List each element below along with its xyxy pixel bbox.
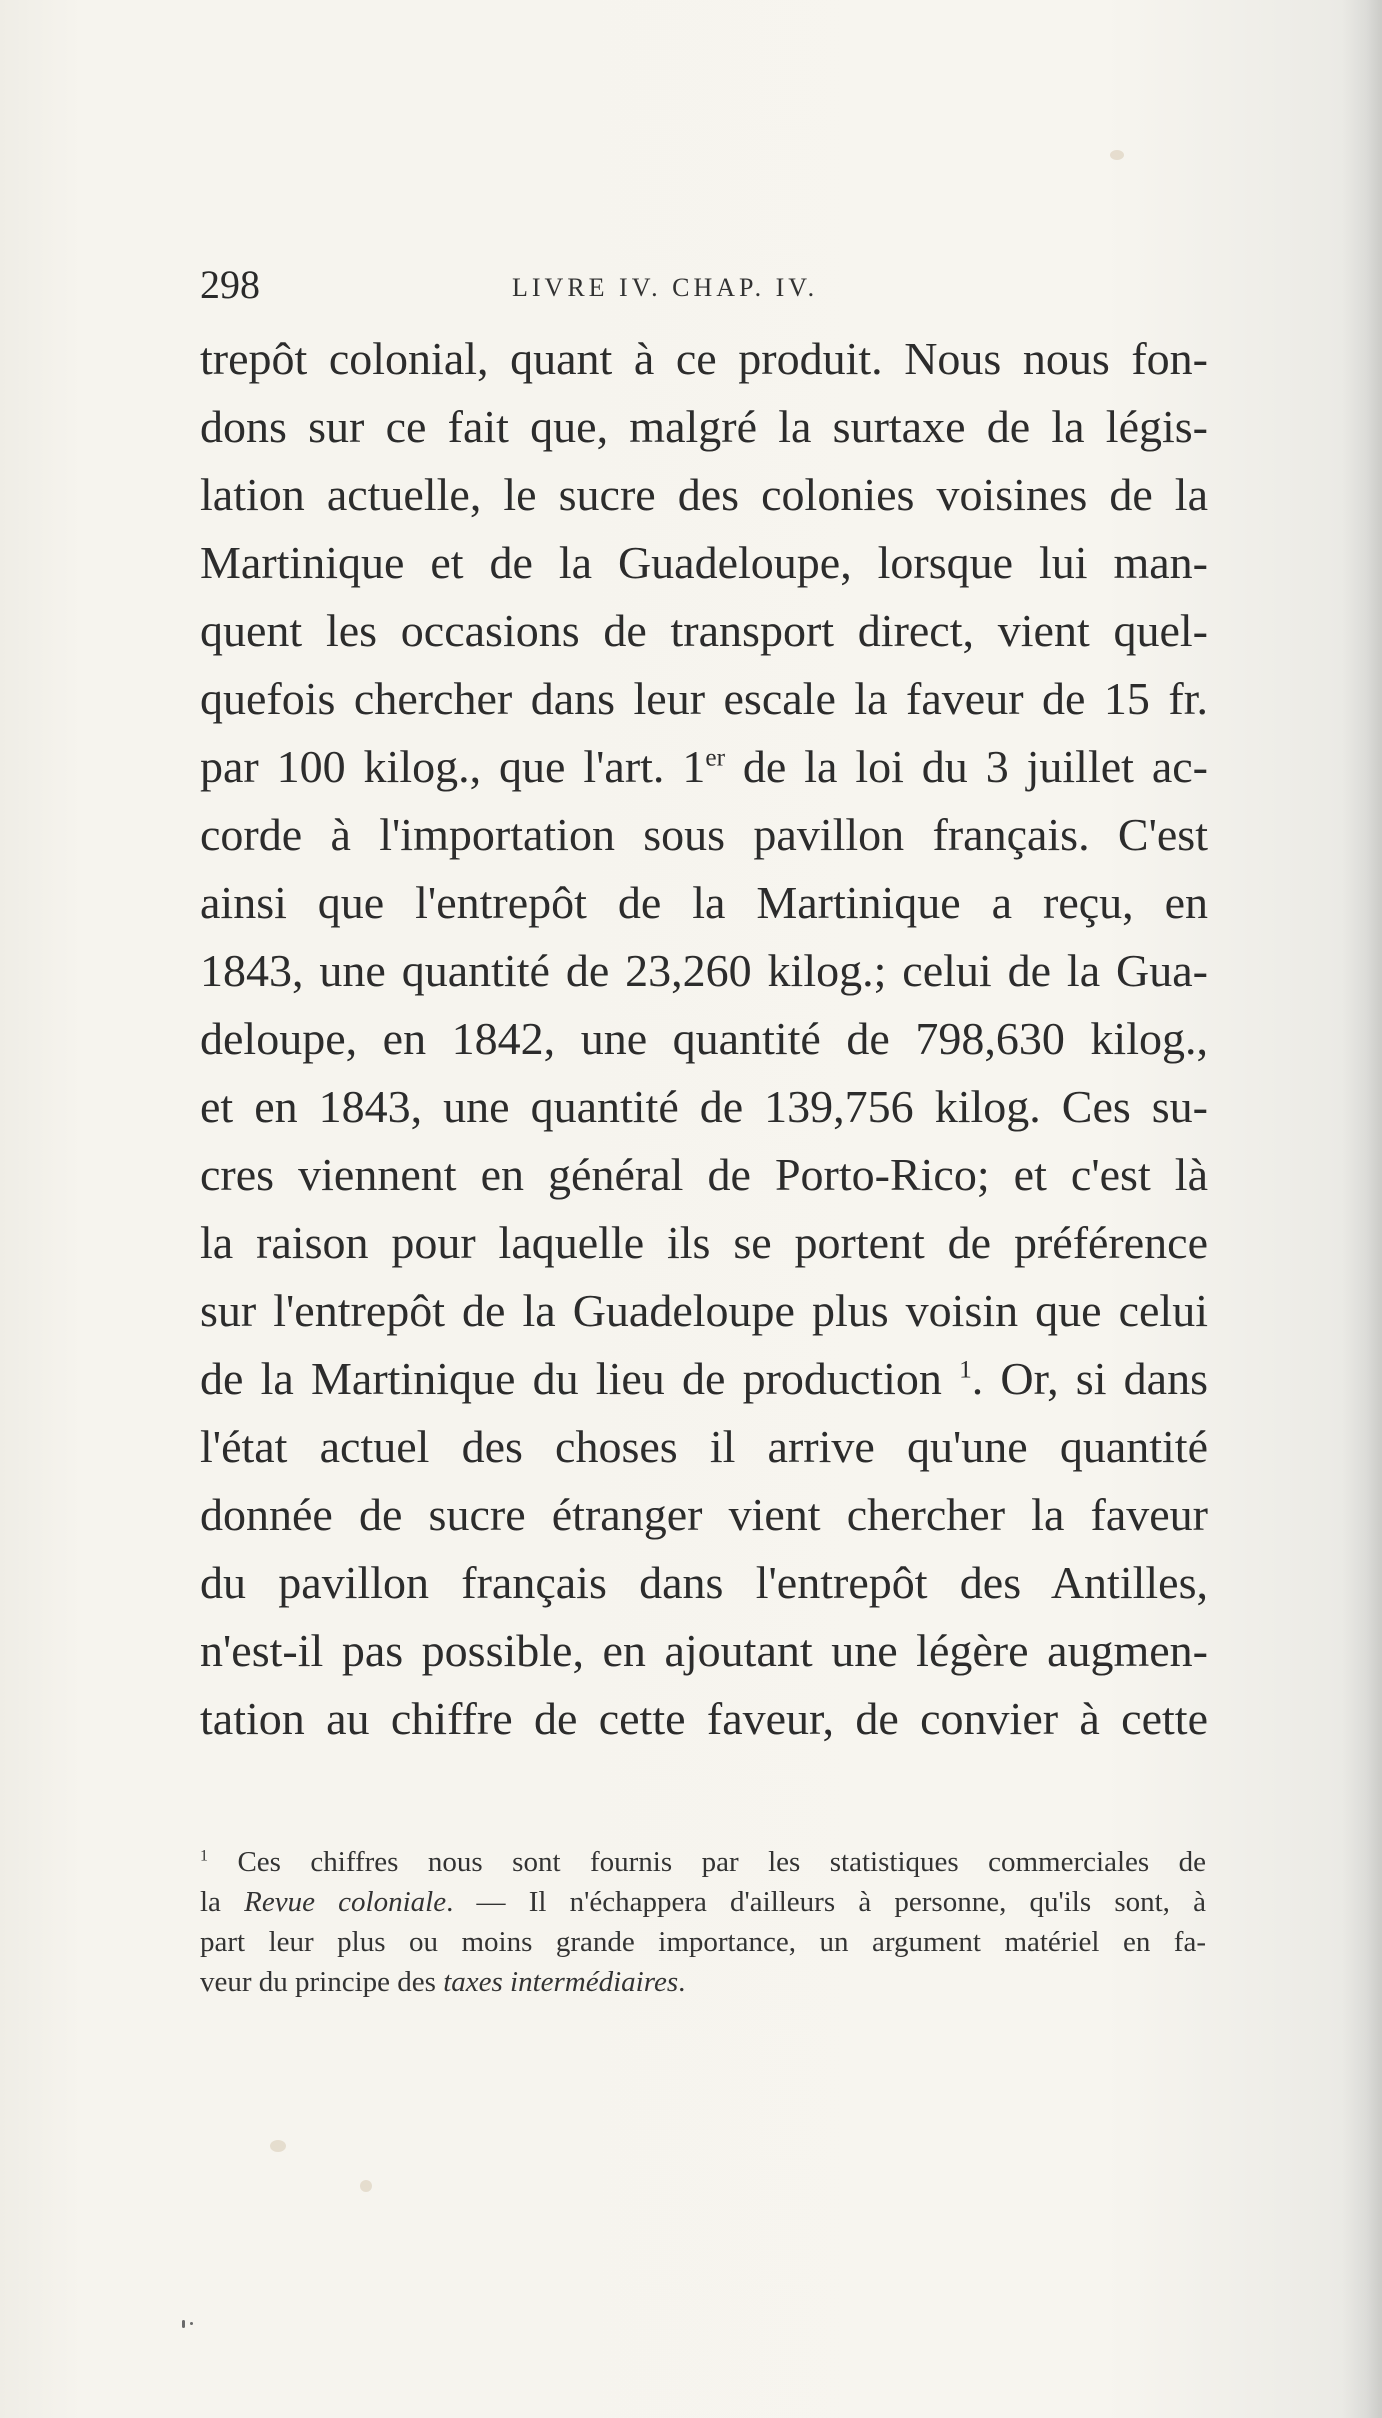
text-line: et en 1843, une quantité de 139,756 kilog. Ces su- <box>200 1081 1208 1132</box>
text-line: quent les occasions de transport direct, vient quel- <box>200 605 1208 656</box>
footnote-text: la <box>200 1886 245 1918</box>
paper-stain <box>360 2180 372 2192</box>
publication-title: Revue coloniale <box>244 1886 447 1918</box>
footnote-reference: 1 <box>959 1355 972 1384</box>
text-line: Martinique et de la Guadeloupe, lorsque lui man- <box>200 537 1208 588</box>
text-line: du pavillon français dans l'entrepôt des Antilles, <box>200 1557 1208 1608</box>
text-line: lation actuelle, le sucre des colonies voisines de la <box>200 469 1208 520</box>
footnote-line <box>200 1962 1206 2002</box>
ink-speck <box>182 2318 196 2328</box>
text-fragment: par 100 kilog., que l'art. 1 <box>200 741 706 792</box>
page-edge-shadow <box>1342 0 1382 2418</box>
text-line: la raison pour laquelle ils se portent de préférence <box>200 1217 1208 1268</box>
footnote-line <box>200 1882 1206 1922</box>
ordinal-superscript: er <box>705 743 725 772</box>
text-line: deloupe, en 1842, une quantité de 798,630 kilog., <box>200 1013 1208 1064</box>
paper-stain <box>270 2140 286 2152</box>
footnote-line: part leur plus ou moins grande importance, un argument matériel en fa- <box>200 1926 1206 1958</box>
body-text <box>200 325 1208 1753</box>
footnote-text: . <box>678 1966 686 1998</box>
text-line: corde à l'importation sous pavillon français. C'est <box>200 809 1208 860</box>
text-line: ainsi que l'entrepôt de la Martinique a reçu, en <box>200 877 1208 928</box>
paper-stain <box>1110 150 1124 160</box>
footnote-text: Ces chiffres nous sont fournis par les statistiques commerciales de <box>237 1846 1206 1878</box>
footnote <box>200 1842 1206 2002</box>
text-fragment: de la loi du 3 juillet ac- <box>725 741 1208 792</box>
text-line: n'est-il pas possible, en ajoutant une légère augmen- <box>200 1625 1208 1676</box>
text-fragment: de la Martinique du lieu de production <box>200 1353 960 1404</box>
text-fragment: . Or, si dans <box>971 1353 1208 1404</box>
chapter-heading: LIVRE IV. CHAP. IV. <box>512 273 819 302</box>
footnote-line <box>200 1842 1206 1882</box>
footnote-text: . — Il n'échappera d'ailleurs à personne, qu'ils sont, à <box>446 1886 1206 1918</box>
text-line: 1843, une quantité de 23,260 kilog.; celui de la Gua- <box>200 945 1208 996</box>
text-line <box>200 1345 1208 1413</box>
running-head <box>200 260 1200 310</box>
text-line: donnée de sucre étranger vient chercher la faveur <box>200 1489 1208 1540</box>
text-line: trepôt colonial, quant à ce produit. Nous nous fon- <box>200 333 1208 384</box>
page-number: 298 <box>200 262 260 307</box>
footnote-text: veur du principe des <box>200 1966 444 1998</box>
text-line <box>200 733 1208 801</box>
text-line: dons sur ce fait que, malgré la surtaxe de la légis- <box>200 401 1208 452</box>
footnote-marker: 1 <box>200 1847 208 1865</box>
text-line: quefois chercher dans leur escale la faveur de 15 fr. <box>200 673 1208 724</box>
text-line: l'état actuel des choses il arrive qu'une quantité <box>200 1421 1208 1472</box>
text-line: cres viennent en général de Porto-Rico; et c'est là <box>200 1149 1208 1200</box>
italic-term: taxes intermédiaires <box>443 1966 679 1998</box>
text-line: sur l'entrepôt de la Guadeloupe plus voisin que celui <box>200 1285 1208 1336</box>
text-line: tation au chiffre de cette faveur, de convier à cette <box>200 1693 1208 1744</box>
